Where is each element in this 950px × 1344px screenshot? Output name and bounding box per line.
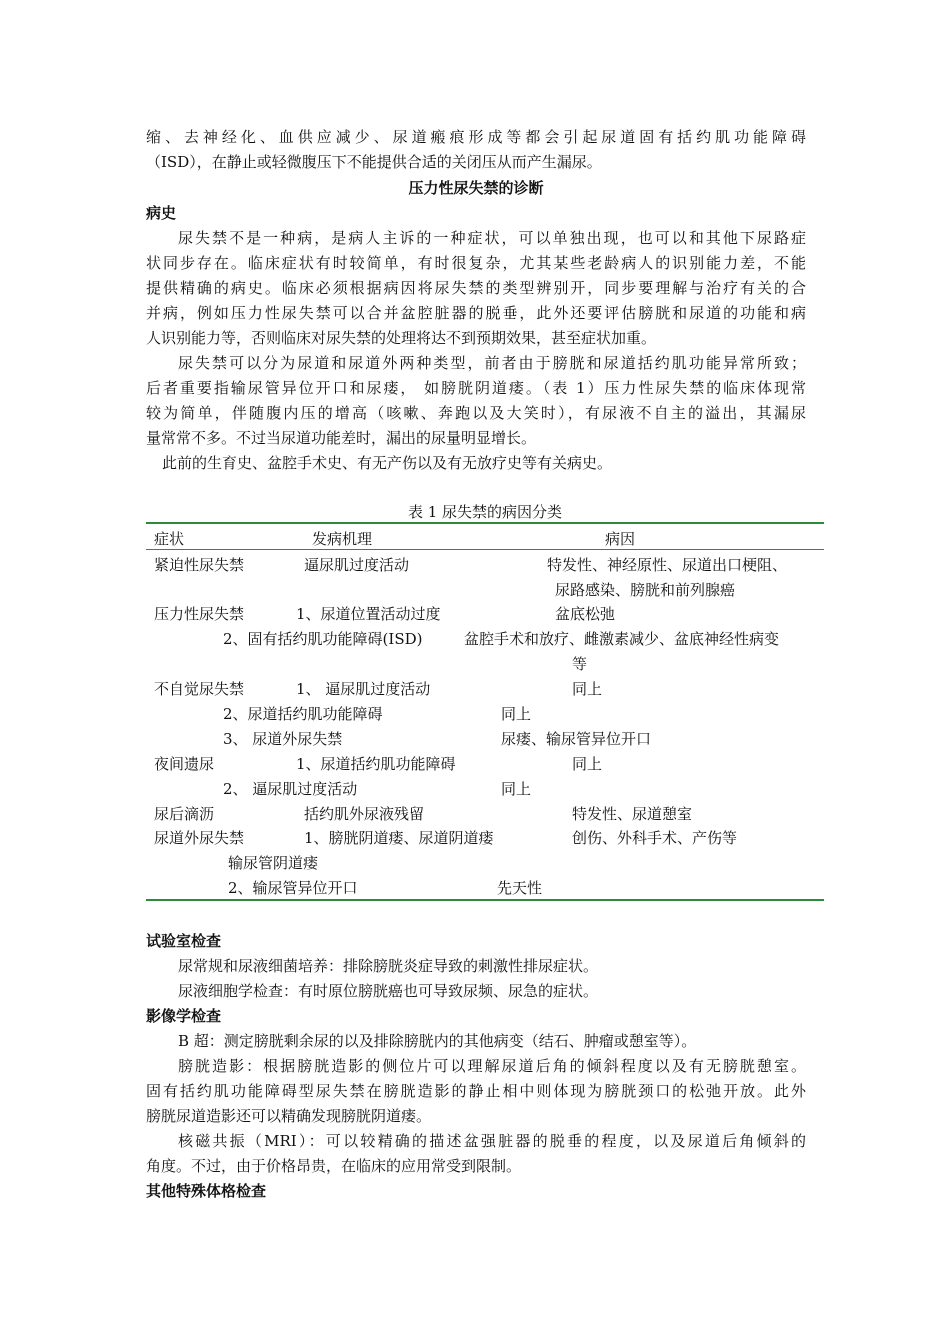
table-cell: 同上 — [501, 705, 532, 723]
history-p3: 此前的生育史、盆腔手术史、有无产伤以及有无放疗史等有关病史。 — [162, 454, 613, 472]
table-cell: 尿路感染、膀胱和前列腺癌 — [555, 581, 736, 599]
table-cell: 紧迫性尿失禁 — [154, 556, 245, 574]
imaging-mri-line-2: 角度。不过，由于价格昂贵，在临床的应用常受到限制。 — [146, 1157, 522, 1175]
table-cell: 2、 逼尿肌过度活动 — [223, 780, 358, 798]
table-cell: 逼尿肌过度活动 — [304, 556, 410, 574]
table-cell: 盆腔手术和放疗、雌激素减少、盆底神经性病变 — [464, 630, 780, 648]
table-top-rule — [146, 522, 824, 524]
imaging-mri-line-1: 核磁共振（MRI）：可以较精确的描述盆强脏器的脱垂的程度，以及尿道后角倾斜的 — [178, 1132, 806, 1150]
table-cell: 创伤、外科手术、产伤等 — [572, 829, 738, 847]
history-p1-line-4: 并病，例如压力性尿失禁可以合并盆腔脏器的脱垂，此外还要评估膀胱和尿道的功能和病 — [146, 304, 806, 322]
imaging-bus: B 超：测定膀胱剩余尿的以及排除膀胱内的其他病变（结石、肿瘤或憩室等）。 — [178, 1032, 697, 1050]
table-cell: 同上 — [501, 780, 532, 798]
table-cell: 特发性、尿道憩室 — [572, 805, 693, 823]
table-cell: 括约肌外尿液残留 — [304, 805, 425, 823]
table-cell: 尿道外尿失禁 — [154, 829, 245, 847]
other-exam-heading: 其他特殊体格检查 — [146, 1182, 267, 1200]
table-cell: 等 — [572, 655, 588, 673]
imaging-cysto-line-1: 膀胱造影：根据膀胱造影的侧位片可以理解尿道后角的倾斜程度以及有无膀胱憩室。 — [178, 1057, 806, 1075]
history-p2-line-4: 量常常不多。不过当尿道功能差时，漏出的尿量明显增长。 — [146, 429, 537, 447]
table-cell: 1、 逼尿肌过度活动 — [296, 680, 431, 698]
table-cell: 特发性、神经原性、尿道出口梗阻、 — [547, 556, 788, 574]
table-cell: 1、膀胱阴道瘘、尿道阴道瘘 — [304, 829, 494, 847]
intro-line-1: 缩、去神经化、血供应减少、尿道瘢痕形成等都会引起尿道固有括约肌功能障碍 — [146, 128, 806, 146]
imaging-heading: 影像学检查 — [146, 1007, 222, 1025]
table-cell: 先天性 — [497, 879, 543, 897]
history-p2-line-3: 较为简单，伴随腹内压的增高（咳嗽、奔跑以及大笑时），有尿液不自主的溢出，其漏尿 — [146, 404, 806, 422]
lab-line-1: 尿常规和尿液细菌培养：排除膀胱炎症导致的刺激性排尿症状。 — [178, 957, 599, 975]
table-header-cause: 病因 — [605, 530, 636, 548]
table-cell: 同上 — [572, 680, 603, 698]
intro-line-2: （ISD），在静止或轻微腹压下不能提供合适的关闭压从而产生漏尿。 — [146, 153, 602, 171]
table-cell: 1、尿道位置活动过度 — [296, 605, 441, 623]
table-bottom-rule — [146, 899, 824, 901]
table-cell: 尿后滴沥 — [154, 805, 215, 823]
imaging-cysto-line-2: 固有括约肌功能障碍型尿失禁在膀胱造影的静止相中则体现为膀胱颈口的松弛开放。此外 — [146, 1082, 806, 1100]
table-header-rule — [146, 549, 824, 550]
table-cell: 压力性尿失禁 — [154, 605, 245, 623]
table-header-symptom: 症状 — [154, 530, 185, 548]
table-cell: 不自觉尿失禁 — [154, 680, 245, 698]
lab-heading: 试验室检查 — [146, 932, 222, 950]
history-p2-line-1: 尿失禁可以分为尿道和尿道外两种类型，前者由于膀胱和尿道括约肌功能异常所致； — [178, 354, 806, 372]
table-caption: 表 1 尿失禁的病因分类 — [407, 503, 563, 521]
table-cell: 夜间遗尿 — [154, 755, 215, 773]
table-cell: 输尿管阴道瘘 — [228, 854, 319, 872]
table-cell: 尿瘘、输尿管异位开口 — [501, 730, 652, 748]
table-cell: 1、尿道括约肌功能障碍 — [296, 755, 456, 773]
history-p1-line-1: 尿失禁不是一种病，是病人主诉的一种症状，可以单独出现，也可以和其他下尿路症 — [178, 229, 806, 247]
table-cell: 2、固有括约肌功能障碍(ISD) — [223, 630, 423, 648]
table-header-mechanism: 发病机理 — [312, 530, 373, 548]
section-title: 压力性尿失禁的诊断 — [408, 179, 544, 197]
table-cell: 3、 尿道外尿失禁 — [223, 730, 343, 748]
history-p1-line-2: 状同步存在。临床症状有时较简单，有时很复杂，尤其某些老龄病人的识别能力差，不能 — [146, 254, 806, 272]
history-p1-line-5: 人识别能力等，否则临床对尿失禁的处理将达不到预期效果，甚至症状加重。 — [146, 329, 657, 347]
history-heading: 病史 — [146, 204, 177, 222]
imaging-cysto-line-3: 膀胱尿道造影还可以精确发现膀胱阴道瘘。 — [146, 1107, 432, 1125]
history-p1-line-3: 提供精确的病史。临床必须根据病因将尿失禁的类型辨别开，同步要理解与治疗有关的合 — [146, 279, 806, 297]
history-p2-line-2: 后者重要指输尿管异位开口和尿瘘， 如膀胱阴道瘘。（表 1）压力性尿失禁的临床体现常 — [146, 379, 806, 397]
lab-line-2: 尿液细胞学检查：有时原位膀胱癌也可导致尿频、尿急的症状。 — [178, 982, 599, 1000]
table-cell: 2、输尿管异位开口 — [228, 879, 358, 897]
table-cell: 盆底松弛 — [555, 605, 616, 623]
table-cell: 同上 — [572, 755, 603, 773]
table-cell: 2、尿道括约肌功能障碍 — [223, 705, 383, 723]
